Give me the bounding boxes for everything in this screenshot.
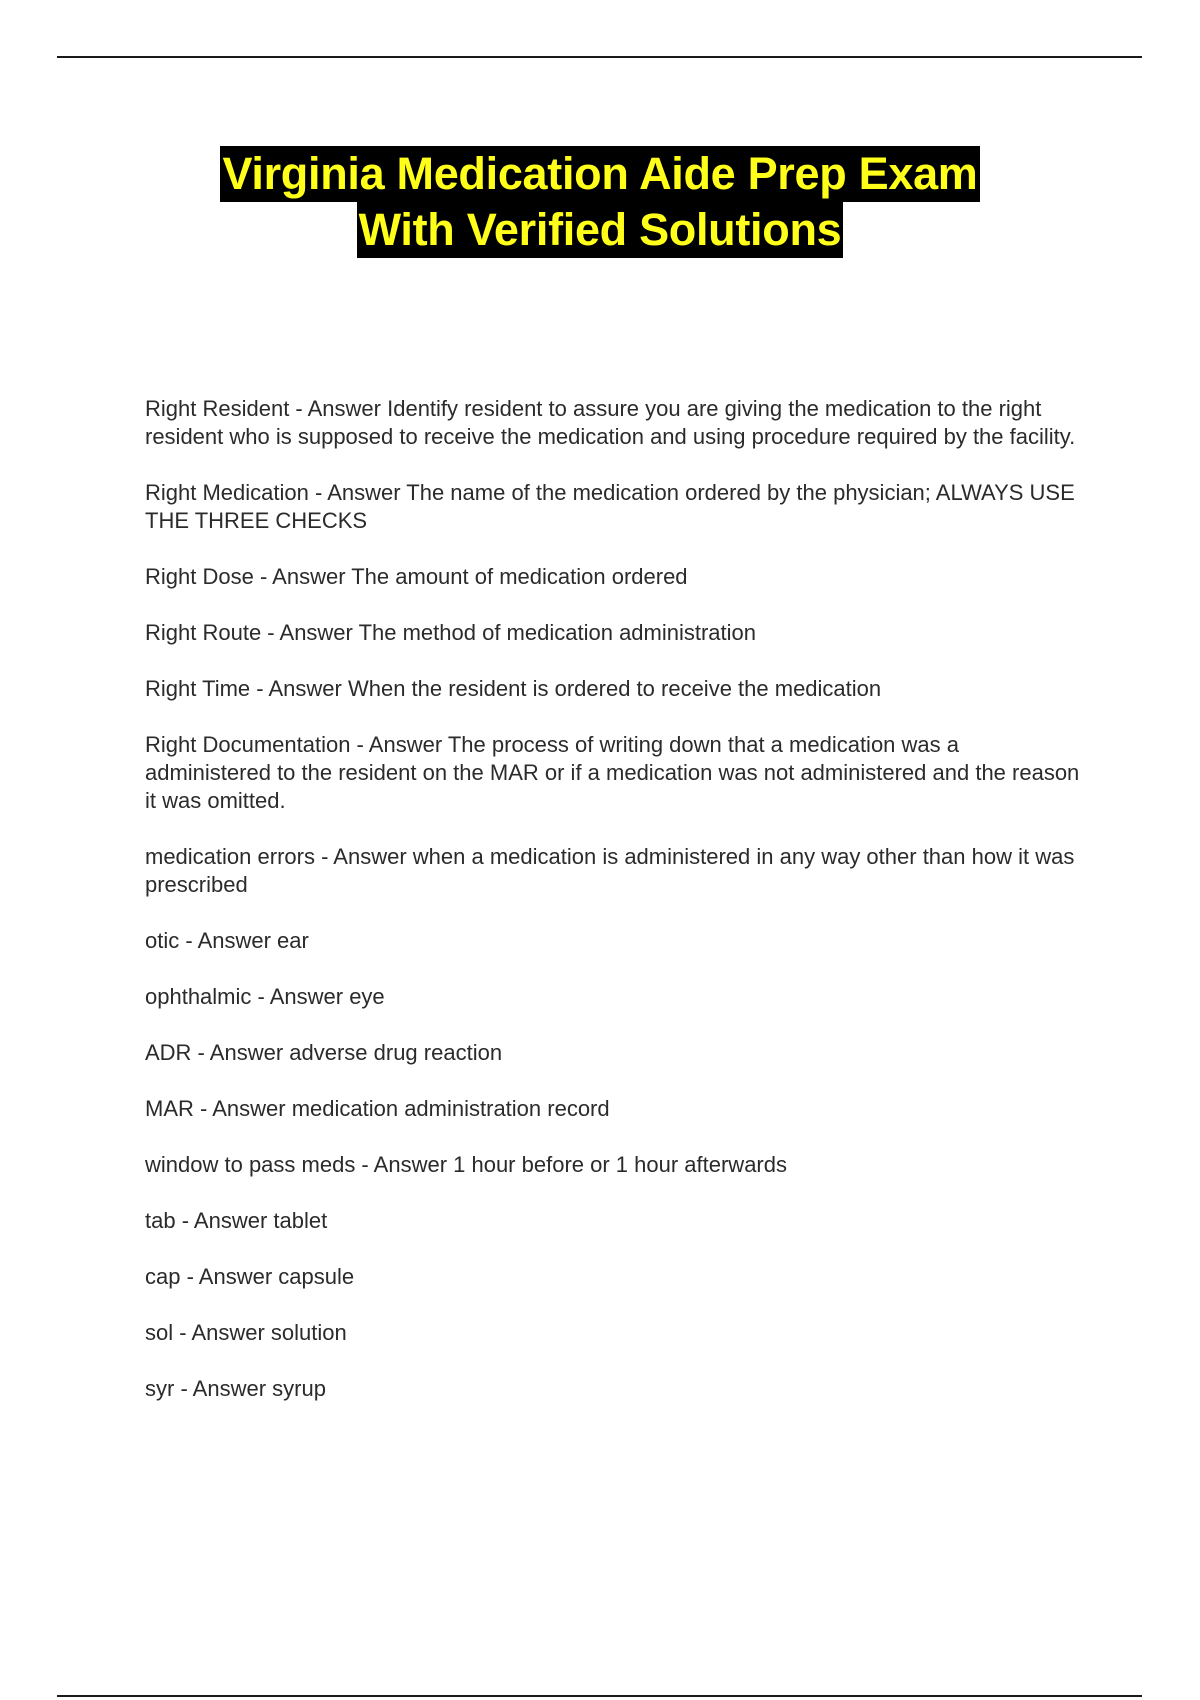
qa-item-adr: ADR - Answer adverse drug reaction <box>145 1040 503 1065</box>
qa-item-right-dose: Right Dose - Answer The amount of medication ordered <box>145 564 688 589</box>
qa-item-right-documentation: Right Documentation - Answer The process of writing down that a medication was a administered to the resident on the MAR or if a medication was not administered and the reason it was omitted. <box>145 732 1080 813</box>
qa-list <box>145 395 1090 1431</box>
title-line-2: With Verified Solutions <box>357 202 844 258</box>
top-rule <box>57 56 1142 58</box>
qa-item-mar: MAR - Answer medication administration record <box>145 1096 610 1121</box>
page-title <box>0 146 1200 258</box>
qa-item-ophthalmic: ophthalmic - Answer eye <box>145 984 385 1009</box>
qa-item-window-to-pass-meds: window to pass meds - Answer 1 hour before or 1 hour afterwards <box>145 1152 787 1177</box>
qa-item-medication-errors: medication errors - Answer when a medication is administered in any way other than how it was prescribed <box>145 844 1075 897</box>
title-line-1: Virginia Medication Aide Prep Exam <box>220 146 979 202</box>
qa-item-otic: otic - Answer ear <box>145 928 309 953</box>
qa-item-tab: tab - Answer tablet <box>145 1208 328 1233</box>
qa-item-cap: cap - Answer capsule <box>145 1264 355 1289</box>
qa-item-right-medication: Right Medication - Answer The name of the medication ordered by the physician; ALWAYS USE THE THREE CHECKS <box>145 480 1075 533</box>
qa-item-right-time: Right Time - Answer When the resident is ordered to receive the medication <box>145 676 882 701</box>
qa-item-right-resident: Right Resident - Answer Identify resident to assure you are giving the medication to the right resident who is supposed to receive the medication and using procedure required by the facility. <box>145 396 1076 449</box>
qa-item-sol: sol - Answer solution <box>145 1320 347 1345</box>
bottom-rule <box>57 1695 1142 1697</box>
qa-item-syr: syr - Answer syrup <box>145 1376 326 1401</box>
qa-item-right-route: Right Route - Answer The method of medication administration <box>145 620 757 645</box>
